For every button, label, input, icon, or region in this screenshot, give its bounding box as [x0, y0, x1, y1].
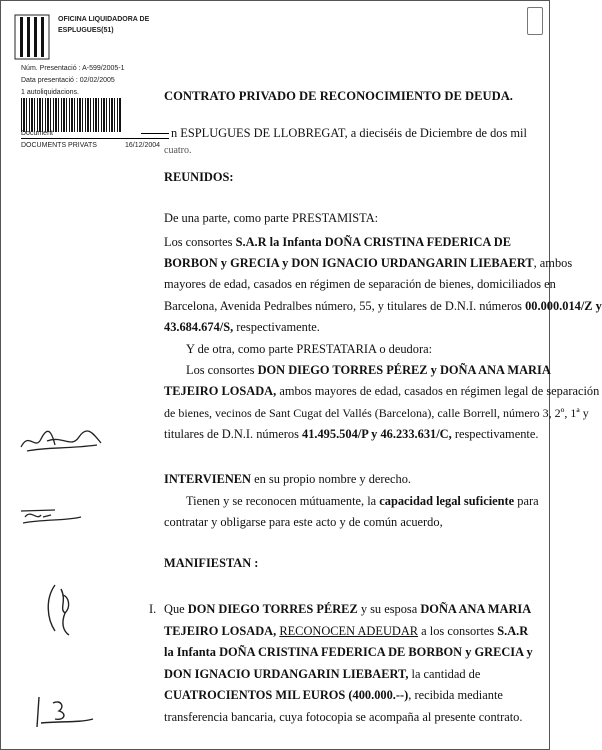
prestataria-line2-text: ambos mayores de edad, casados en régimen legal de separación — [276, 384, 600, 398]
margin-signature-1 — [17, 425, 107, 457]
prestataria-line4-text: titulares de D.N.I. números — [164, 427, 302, 441]
stamp-rule — [141, 133, 169, 134]
prestataria-line1 — [186, 363, 551, 378]
capacidad-legal: capacidad legal suficiente — [379, 494, 515, 508]
prestataria-dni: 41.495.504/P y 46.233.631/C, — [302, 427, 452, 441]
prestamista-names-1: S.A.R la Infanta DOÑA CRISTINA FEDERICA DE — [235, 235, 511, 249]
margin-signature-2 — [15, 503, 85, 529]
prestamista-dni-1: 00.000.014/Z y — [525, 299, 602, 313]
margin-signature-3 — [41, 579, 81, 639]
stamp-document-label: Document — [21, 130, 53, 137]
prestataria-line4-end: respectivamente. — [451, 427, 539, 441]
prestataria-line1-text: Los consortes — [186, 363, 258, 377]
item1-line6: transferencia bancaria, cuya fotocopia se acompaña al presente contrato. — [164, 710, 523, 724]
item1-line2-mid: a los consortes — [418, 624, 498, 638]
intervienen-line — [164, 472, 411, 487]
prestamista-names-2: BORBON y GRECIA y DON IGNACIO URDANGARIN LIEBAERT — [164, 256, 534, 270]
prestataria-line2 — [164, 384, 599, 399]
item1-deudor-2: DOÑA ANA MARIA — [420, 602, 532, 616]
prestamista-line4 — [164, 299, 602, 314]
item1-line4 — [164, 667, 480, 682]
place-date-line1: n ESPLUGUES DE LLOBREGAT, a dieciséis de Diciembre de dos mil — [171, 126, 527, 140]
item1-line3 — [164, 645, 533, 660]
item1-acreedor-3: DON IGNACIO URDANGARIN LIEBAERT, — [164, 667, 409, 681]
prestamista-line1 — [164, 235, 511, 250]
prestamista-line4-text: Barcelona, Avenida Pedralbes número, 55, y titulares de D.N.I. números — [164, 299, 526, 313]
item1-amount: CUATROCIENTOS MIL EUROS (400.000.--) — [164, 688, 409, 702]
prestataria-names-2: TEJEIRO LOSADA, — [164, 384, 277, 398]
item1-deudor-3: TEJEIRO LOSADA, — [164, 624, 277, 638]
stamp-document-line — [21, 138, 169, 139]
reconocen-adeudar: RECONOCEN ADEUDAR — [279, 624, 419, 638]
stamp-presentacio-number: Núm. Presentació : A-599/2005-1 — [21, 65, 125, 72]
stamp-barcode — [21, 98, 121, 132]
prestataria-line3: de bienes, vecinos de Sant Cugat del Vallés (Barcelona), calle Borrell, número 3, 2º, 1ª y — [164, 406, 589, 420]
stamp-documents-privats: DOCUMENTS PRIVATS — [21, 142, 97, 149]
capacidad-line1-end: para — [514, 494, 539, 508]
item1-line2 — [164, 624, 528, 639]
item1-line5 — [164, 688, 503, 703]
reunidos-heading: REUNIDOS: — [164, 170, 234, 184]
prestamista-line2 — [164, 256, 572, 271]
item1-line5-text: , recibida mediante — [408, 688, 503, 702]
item1-line4-text: la cantidad de — [408, 667, 481, 681]
margin-signature-4 — [29, 693, 99, 733]
generalitat-seal-icon — [9, 9, 55, 65]
stamp-documents-date: 16/12/2004 — [125, 142, 161, 149]
item1-line1-mid: y su esposa — [357, 602, 421, 616]
capacidad-line1 — [186, 494, 539, 509]
stamp-office-line1: OFICINA LIQUIDADORA DE — [58, 16, 150, 23]
stamp-presentacio-date: Data presentació : 02/02/2005 — [21, 77, 115, 84]
stamp-autoliquidacions: 1 autoliquidacions. — [21, 89, 79, 96]
prestataria-line4 — [164, 427, 538, 442]
prestamista-dni-2: 43.684.674/S, — [164, 320, 234, 334]
item1-line1-text: Que — [164, 602, 188, 616]
prestamista-line1-text: Los consortes — [164, 235, 236, 249]
parte-prestamista: De una parte, como parte PRESTAMISTA: — [164, 211, 379, 225]
capacidad-line2: contratar y obligarse para este acto y de común acuerdo, — [164, 515, 443, 529]
intervienen-text: en su propio nombre y derecho. — [251, 472, 412, 486]
parte-prestataria: Y de otra, como parte PRESTATARIA o deudora: — [186, 342, 433, 356]
document-title: CONTRATO PRIVADO DE RECONOCIMIENTO DE DEUDA. — [164, 89, 513, 103]
item1-number: I. — [149, 602, 157, 616]
item1-line1 — [164, 602, 531, 617]
item1-deudor-1: DON DIEGO TORRES PÉREZ — [187, 602, 358, 616]
capacidad-line1-text: Tienen y se reconocen mútuamente, la — [186, 494, 380, 508]
intervienen-heading: INTERVIENEN — [164, 472, 252, 486]
manifiestan-heading: MANIFIESTAN : — [164, 556, 259, 570]
prestamista-line5 — [164, 320, 320, 335]
stamp-office-line2: ESPLUGUES(51) — [58, 27, 114, 34]
item1-acreedor-1: S.A.R — [497, 624, 529, 638]
prestamista-line3: mayores de edad, casados en régimen de separación de bienes, domiciliados en — [164, 277, 556, 291]
prestamista-line2-text: , ambos — [533, 256, 573, 270]
place-date-line2: cuatro. — [164, 145, 192, 156]
prestataria-names-1: DON DIEGO TORRES PÉREZ y DOÑA ANA MARIA — [257, 363, 551, 377]
page-corner-mark — [527, 7, 543, 35]
item1-acreedor-2: la Infanta DOÑA CRISTINA FEDERICA DE BORBON y GRECIA y — [164, 645, 533, 659]
prestamista-line5-text: respectivamente. — [233, 320, 320, 334]
